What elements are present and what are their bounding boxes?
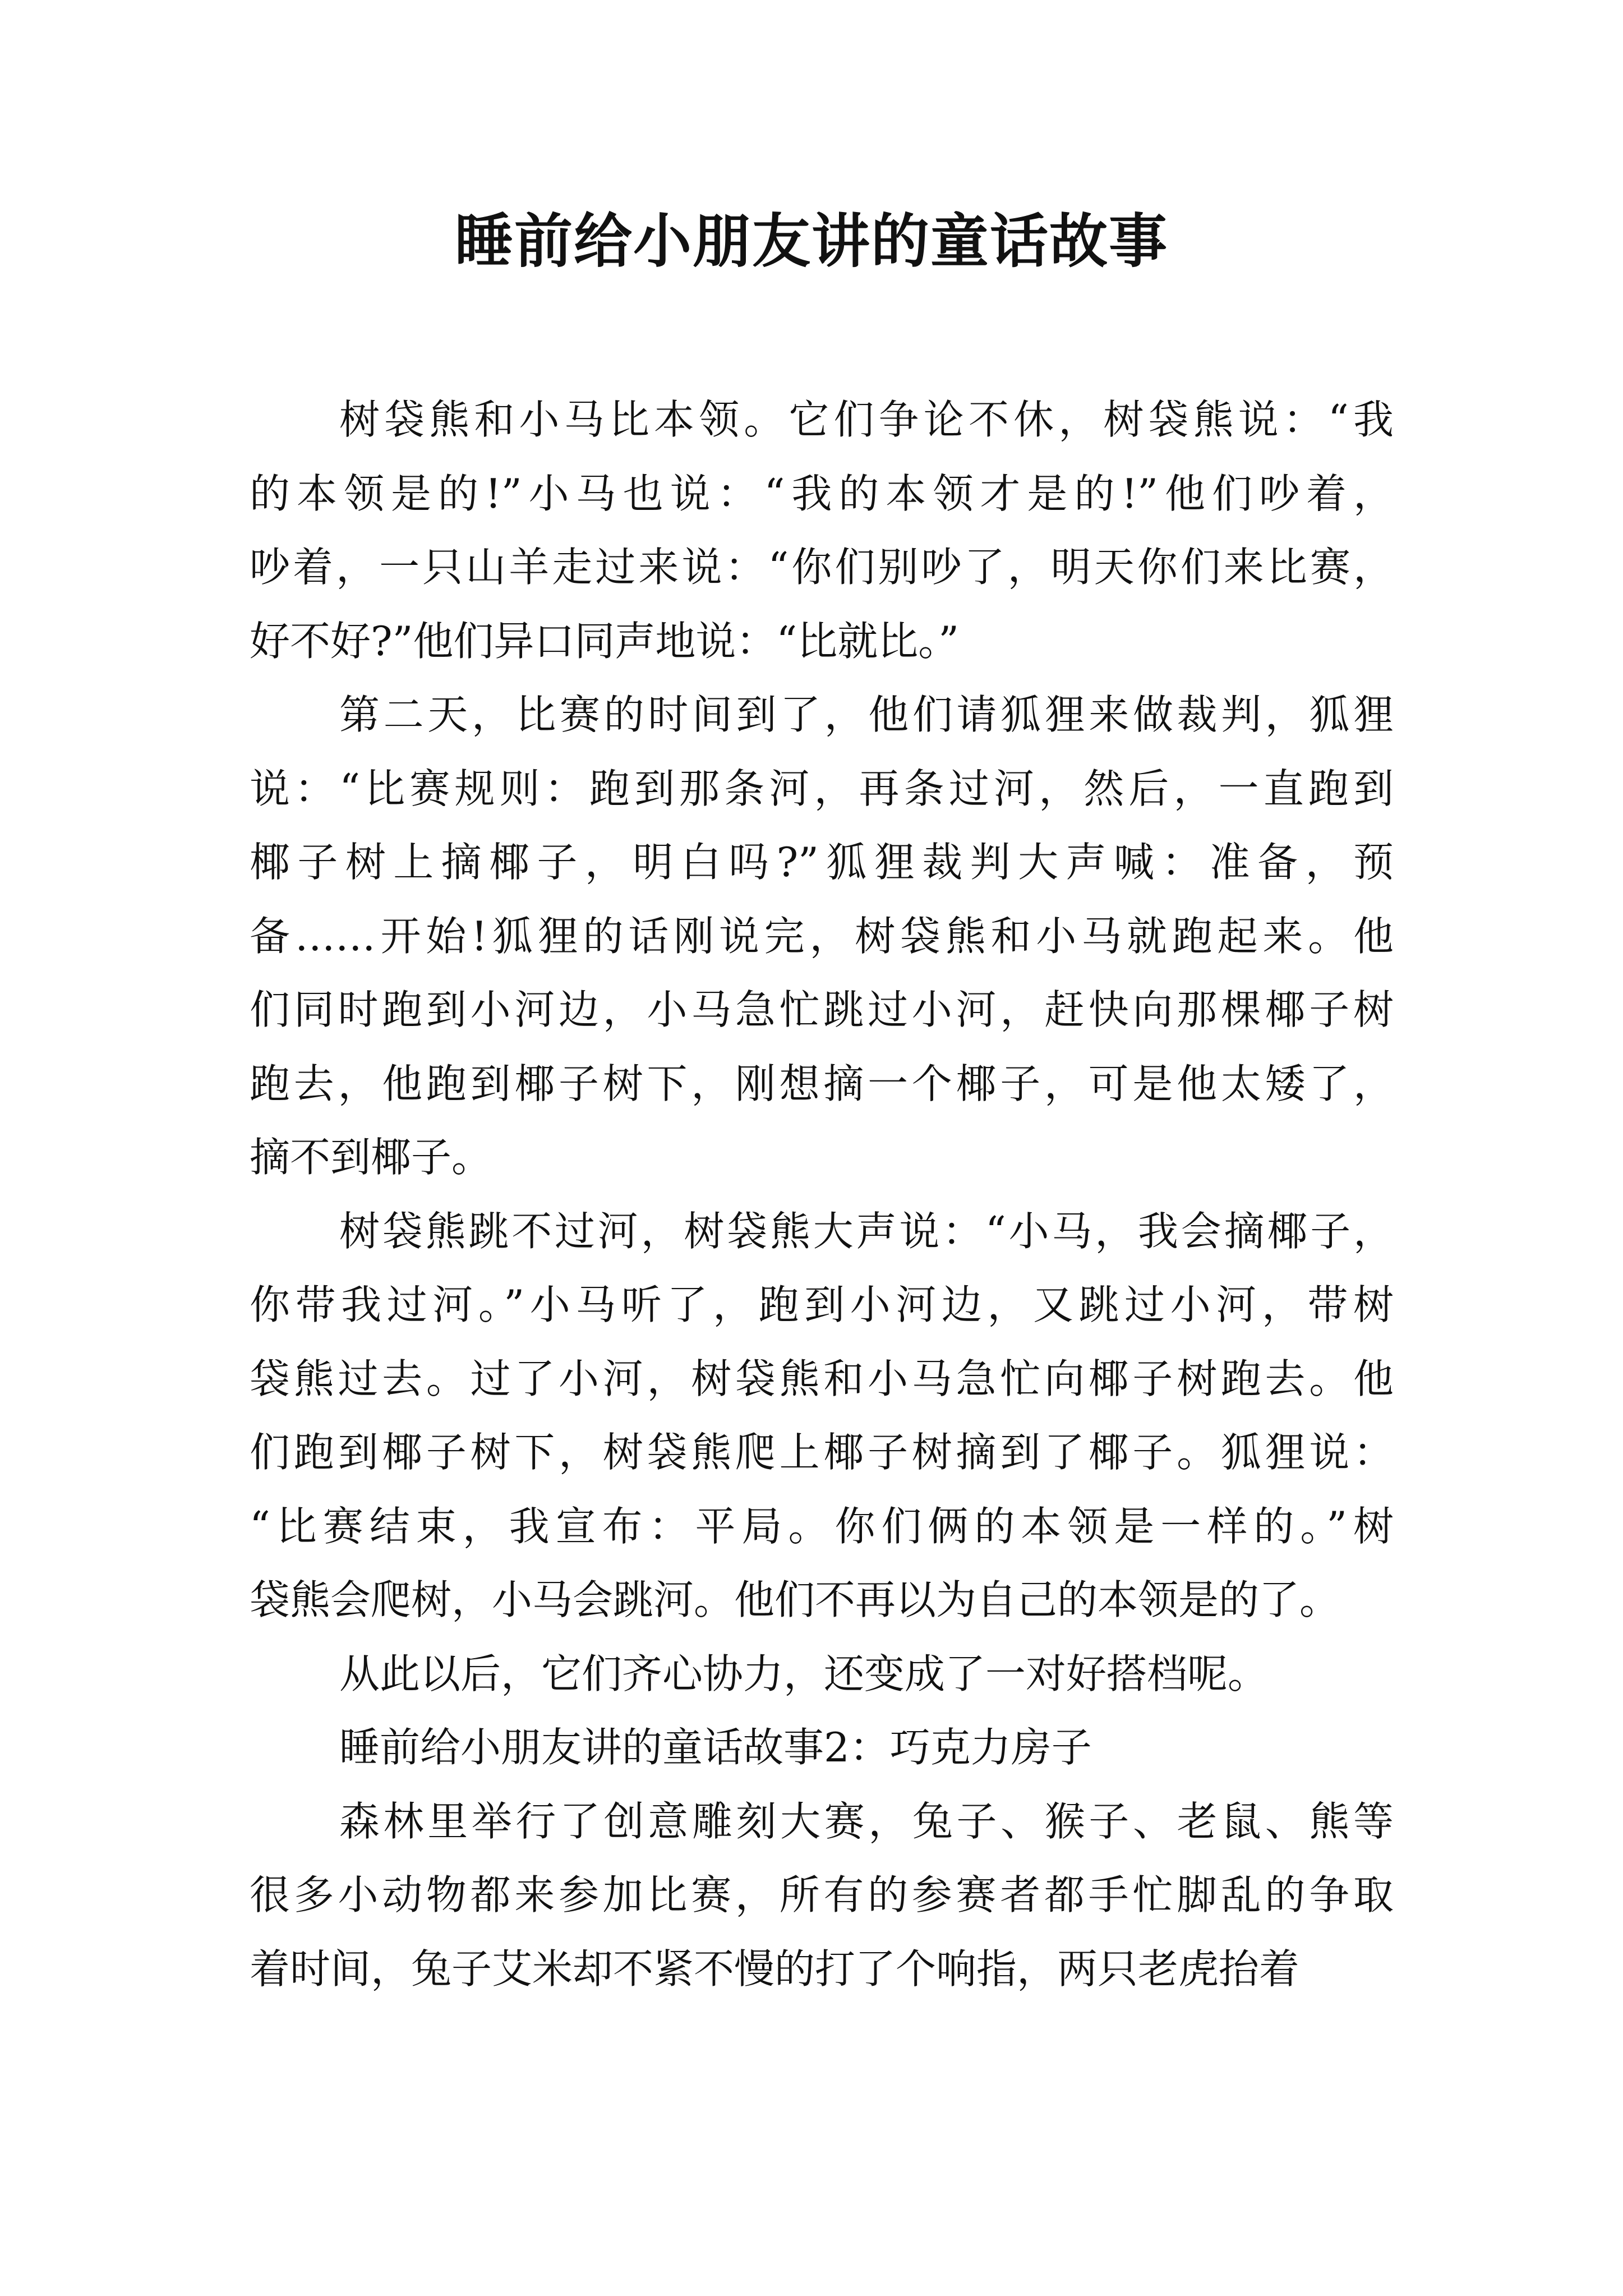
paragraph-line: 备……开始!狐狸的话刚说完，树袋熊和小马就跑起来。他 [250, 912, 1394, 960]
paragraph-line: 的本领是的!”小马也说：“我的本领才是的!”他们吵着， [250, 470, 1394, 517]
paragraph-line: 第二天，比赛的时间到了，他们请狐狸来做裁判，狐狸 [339, 691, 1394, 738]
paragraph-line: “比赛结束，我宣布：平局。你们俩的本领是一样的。”树 [250, 1502, 1394, 1550]
paragraph-line: 椰子树上摘椰子，明白吗?”狐狸裁判大声喊：准备，预 [250, 839, 1394, 886]
paragraph-line: 好不好?”他们异口同声地说：“比就比。” [250, 617, 960, 665]
paragraph-line: 说：“比赛规则：跑到那条河，再条过河，然后，一直跑到 [250, 765, 1394, 812]
paragraph-line: 袋熊会爬树，小马会跳河。他们不再以为自己的本领是的了。 [250, 1576, 1340, 1623]
paragraph-line: 摘不到椰子。 [250, 1134, 492, 1181]
document-body [250, 383, 1394, 2006]
paragraph-line: 吵着，一只山羊走过来说：“你们别吵了，明天你们来比赛， [250, 544, 1394, 591]
paragraph-line: 睡前给小朋友讲的童话故事2：巧克力房子 [339, 1724, 1092, 1771]
paragraph [250, 678, 1394, 1195]
paragraph [250, 1195, 1394, 1637]
paragraph-line: 袋熊过去。过了小河，树袋熊和小马急忙向椰子树跑去。他 [250, 1355, 1394, 1402]
paragraph-line: 树袋熊和小马比本领。它们争论不休，树袋熊说：“我 [339, 396, 1394, 443]
document-title: 睡前给小朋友讲的童话故事 [454, 206, 1168, 275]
paragraph-line: 森林里举行了创意雕刻大赛，兔子、猴子、老鼠、熊等 [339, 1797, 1394, 1845]
paragraph-line: 树袋熊跳不过河，树袋熊大声说：“小马，我会摘椰子， [339, 1207, 1394, 1255]
paragraph [250, 1637, 1394, 1711]
paragraph-line: 们跑到椰子树下，树袋熊爬上椰子树摘到了椰子。狐狸说： [250, 1429, 1394, 1476]
paragraph-line: 从此以后，它们齐心协力，还变成了一对好搭档呢。 [339, 1650, 1269, 1697]
paragraph-line: 着时间，兔子艾米却不紧不慢的打了个响指，两只老虎抬着 [250, 1945, 1300, 1993]
paragraph [250, 1711, 1394, 1785]
paragraph-line: 跑去，他跑到椰子树下，刚想摘一个椰子，可是他太矮了， [250, 1060, 1394, 1107]
paragraph [250, 1785, 1394, 2007]
paragraph-line: 很多小动物都来参加比赛，所有的参赛者都手忙脚乱的争取 [250, 1871, 1394, 1918]
paragraph-line: 们同时跑到小河边，小马急忙跳过小河，赶快向那棵椰子树 [250, 986, 1394, 1033]
paragraph-line: 你带我过河。”小马听了，跑到小河边，又跳过小河，带树 [250, 1281, 1394, 1328]
paragraph [250, 383, 1394, 678]
